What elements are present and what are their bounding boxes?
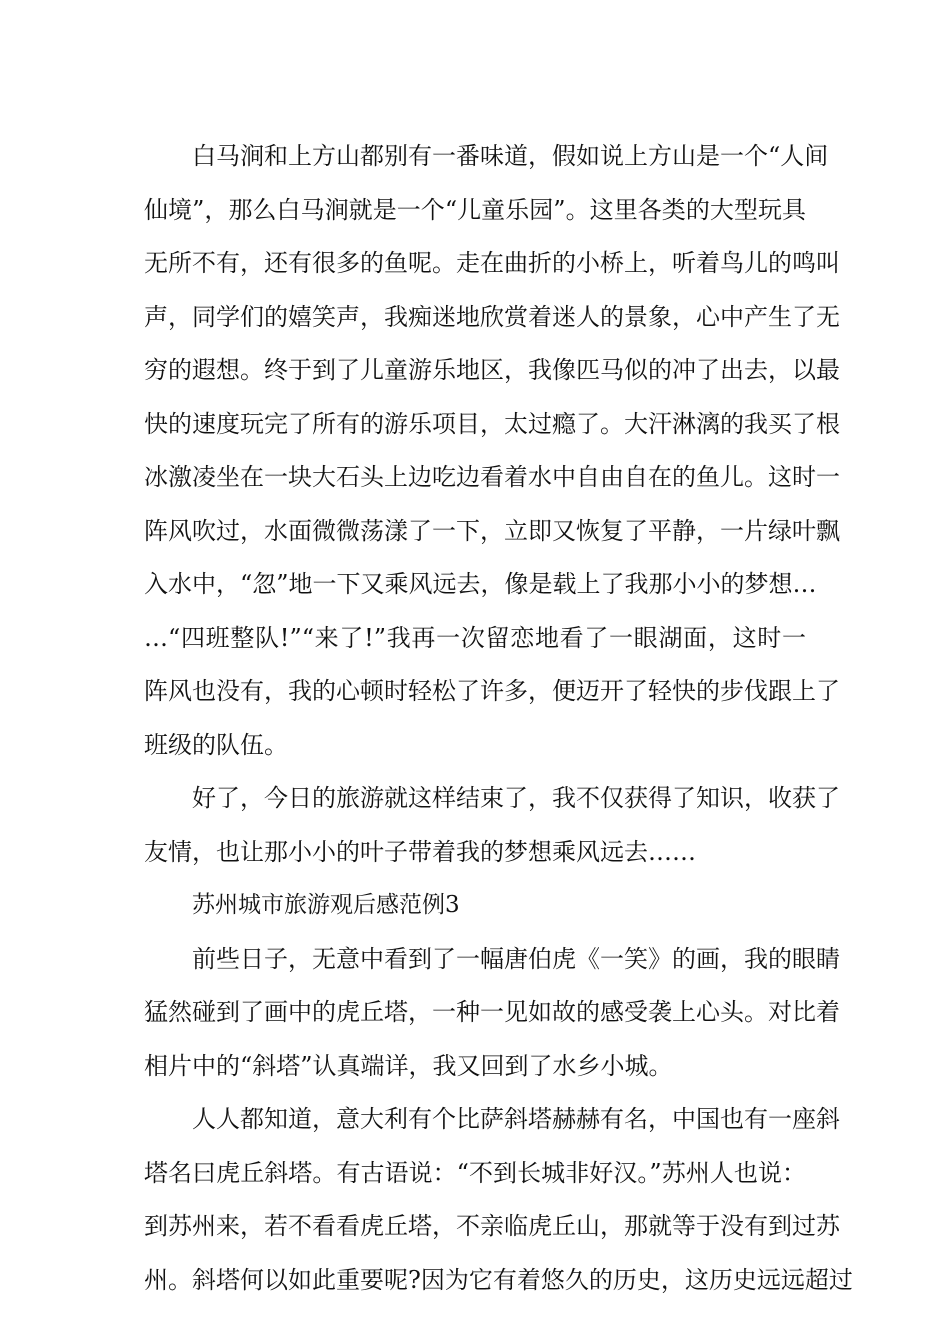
paragraph-line: 人人都知道，意大利有个比萨斜塔赫赫有名，中国也有一座斜 [192, 1105, 840, 1133]
paragraph-3 [144, 933, 840, 1094]
paragraph-line: 仙境”，那么白马涧就是一个“儿童乐园”。这里各类的大型玩具 [144, 195, 806, 224]
paragraph-line: 班级的队伍。 [144, 730, 288, 759]
document-body [144, 130, 853, 1307]
paragraph-1 [144, 130, 840, 772]
paragraph-line: …“四班整队!”“来了!”我再一次留恋地看了一眼湖面，这时一 [144, 623, 806, 652]
heading-text: 苏州城市旅游观后感范例3 [192, 892, 460, 918]
paragraph-line: 入水中，“忽”地一下又乘风远去，像是载上了我那小小的梦想… [144, 570, 817, 598]
paragraph-2 [144, 772, 840, 879]
paragraph-line: 穷的遐想。终于到了儿童游乐地区，我像匹马似的冲了出去，以最 [144, 356, 840, 384]
paragraph-line: 猛然碰到了画中的虎丘塔，一种一见如故的感受袭上心头。对比着 [144, 998, 840, 1026]
paragraph-line: 冰激凌坐在一块大石头上边吃边看着水中自由自在的鱼儿。这时一 [144, 463, 840, 491]
paragraph-line: 塔名曰虎丘斜塔。有古语说：“不到长城非好汉。”苏州人也说： [144, 1158, 806, 1187]
paragraph-line: 前些日子，无意中看到了一幅唐伯虎《一笑》的画，我的眼睛 [192, 944, 840, 973]
paragraph-line: 到苏州来，若不看看虎丘塔，不亲临虎丘山，那就等于没有到过苏 [144, 1212, 840, 1240]
paragraph-line: 阵风吹过，水面微微荡漾了一下，立即又恢复了平静，一片绿叶飘 [144, 516, 840, 545]
paragraph-line: 好了，今日的旅游就这样结束了，我不仅获得了知识，收获了 [192, 784, 840, 812]
paragraph-line: 阵风也没有，我的心顿时轻松了许多，便迈开了轻快的步伐跟上了 [144, 677, 840, 705]
paragraph-4 [144, 1093, 853, 1307]
paragraph-line: 友情，也让那小小的叶子带着我的梦想乘风远去…… [144, 837, 696, 866]
paragraph-line: 相片中的“斜塔”认真端详，我又回到了水乡小城。 [144, 1051, 673, 1080]
section-heading [144, 879, 806, 933]
paragraph-line: 声，同学们的嬉笑声，我痴迷地欣赏着迷人的景象，心中产生了无 [144, 302, 840, 331]
paragraph-line: 白马涧和上方山都别有一番味道，假如说上方山是一个“人间 [192, 142, 829, 170]
paragraph-line: 无所不有，还有很多的鱼呢。走在曲折的小桥上，听着鸟儿的鸣叫 [144, 249, 840, 277]
paragraph-line: 州。斜塔何以如此重要呢?因为它有着悠久的历史，这历史远远超过 [144, 1265, 853, 1294]
paragraph-line: 快的速度玩完了所有的游乐项目，太过瘾了。大汗淋漓的我买了根 [144, 409, 840, 438]
